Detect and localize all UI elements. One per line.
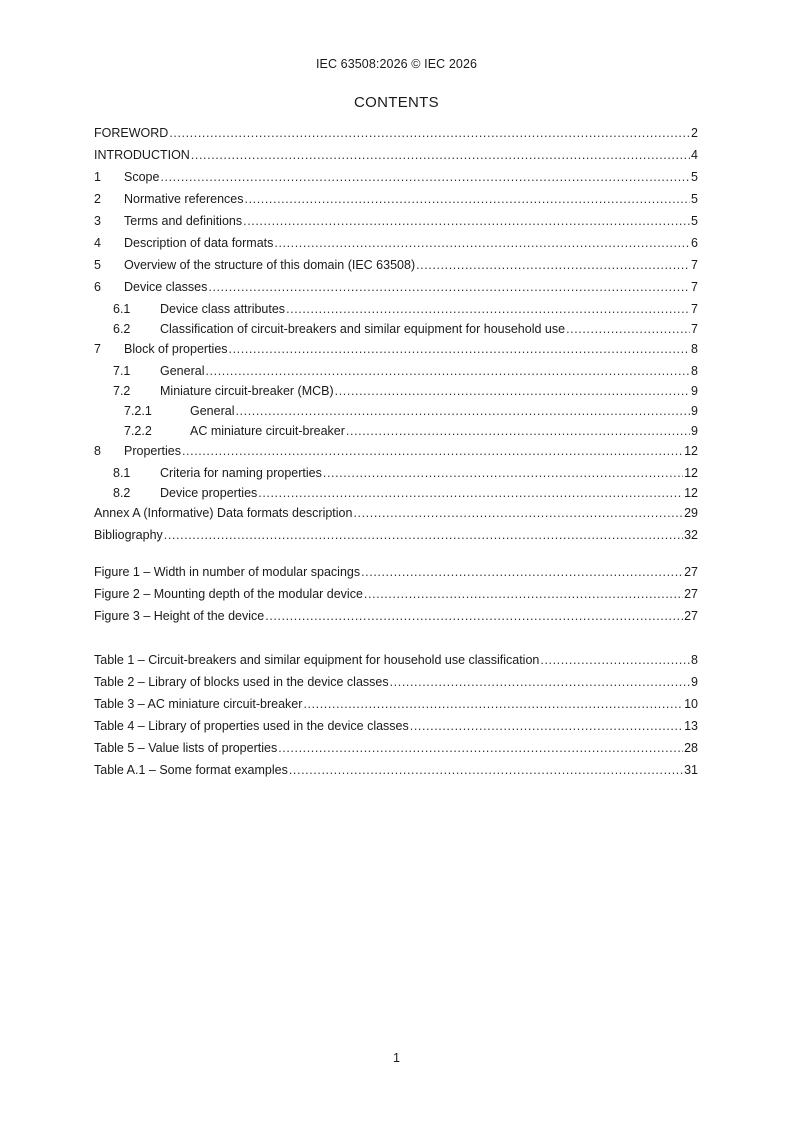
toc-entry-number: 7.2.1 [124, 404, 152, 418]
dot-leader [335, 384, 690, 398]
dot-leader [205, 364, 690, 378]
dot-leader [191, 148, 690, 162]
toc-entry[interactable] [94, 302, 698, 322]
toc-entry-page: 32 [684, 528, 698, 542]
toc-entry-number: 7.1 [113, 364, 131, 378]
toc-entry[interactable] [94, 364, 698, 384]
dot-leader [346, 424, 690, 438]
toc-entry[interactable] [94, 506, 698, 528]
toc-entry-page: 7 [691, 280, 698, 294]
dot-leader [361, 565, 683, 579]
dot-leader [416, 258, 690, 272]
toc-entry-page: 4 [691, 148, 698, 162]
toc-entry-label: INTRODUCTION [94, 148, 190, 162]
dot-leader [566, 322, 690, 336]
toc-entry-label: General [160, 364, 205, 378]
dot-leader [208, 280, 690, 294]
dot-leader [278, 741, 683, 755]
toc-entry[interactable] [94, 697, 698, 719]
toc-entry[interactable] [94, 404, 698, 424]
toc-entry[interactable] [94, 126, 698, 148]
dot-leader [265, 609, 683, 623]
toc-entry-label: Bibliography [94, 528, 163, 542]
toc-entry-page: 13 [684, 719, 698, 733]
dot-leader [274, 236, 690, 250]
toc-entry[interactable] [94, 486, 698, 506]
toc-entry-number: 8 [94, 444, 101, 458]
toc-entry[interactable] [94, 675, 698, 697]
dot-leader [323, 466, 683, 480]
toc-entry-label: Table 5 – Value lists of properties [94, 741, 278, 755]
toc-entry-label: Classification of circuit-breakers and similar equipment for household use [160, 322, 566, 336]
toc-entry-number: 6.2 [113, 322, 131, 336]
toc-entry[interactable] [94, 587, 698, 609]
toc-entry-number: 7.2 [113, 384, 131, 398]
toc-entry-number: 2 [94, 192, 101, 206]
toc-entry-label: Table 4 – Library of properties used in the device classes [94, 719, 409, 733]
toc-entry-page: 5 [691, 214, 698, 228]
toc-entry-page: 6 [691, 236, 698, 250]
toc-entry-page: 7 [691, 258, 698, 272]
toc-entry-page: 8 [691, 364, 698, 378]
toc-entry-page: 9 [691, 675, 698, 689]
dot-leader [229, 342, 691, 356]
toc-entry[interactable] [94, 741, 698, 763]
toc-entry-page: 8 [691, 342, 698, 356]
toc-entry[interactable] [94, 466, 698, 486]
toc-entry-page: 31 [684, 763, 698, 777]
toc-entry-number: 6.1 [113, 302, 131, 316]
toc-entry-label: Description of data formats [124, 236, 274, 250]
toc-figures [94, 565, 698, 631]
toc-entry-page: 27 [684, 565, 698, 579]
toc-entry-label: Normative references [124, 192, 244, 206]
dot-leader [164, 528, 683, 542]
toc-entry[interactable] [94, 192, 698, 214]
toc-entry-page: 9 [691, 384, 698, 398]
dot-leader [540, 653, 690, 667]
toc-entry[interactable] [94, 565, 698, 587]
toc-entry[interactable] [94, 258, 698, 280]
dot-leader [169, 126, 690, 140]
toc-entry-page: 9 [691, 404, 698, 418]
toc-entry-label: Table 1 – Circuit-breakers and similar equipment for household use classification [94, 653, 540, 667]
dot-leader [303, 697, 683, 711]
toc-entry-page: 7 [691, 302, 698, 316]
dot-leader [245, 192, 691, 206]
toc-entry-page: 12 [684, 444, 698, 458]
toc-entry-page: 2 [691, 126, 698, 140]
toc-entry[interactable] [94, 322, 698, 342]
toc-entry-label: Block of properties [124, 342, 228, 356]
dot-leader [390, 675, 690, 689]
toc-entry[interactable] [94, 719, 698, 741]
toc-tables [94, 653, 698, 785]
toc-entry-page: 12 [684, 486, 698, 500]
toc-entry-label: Properties [124, 444, 181, 458]
dot-leader [286, 302, 690, 316]
toc-entry-label: Device classes [124, 280, 208, 294]
toc-sections [94, 126, 698, 550]
toc-entry-label: Scope [124, 170, 160, 184]
toc-entry[interactable] [94, 424, 698, 444]
dot-leader [364, 587, 683, 601]
toc-entry-number: 8.1 [113, 466, 131, 480]
toc-entry-label: Criteria for naming properties [160, 466, 322, 480]
toc-entry[interactable] [94, 653, 698, 675]
toc-entry-number: 6 [94, 280, 101, 294]
toc-entry-number: 5 [94, 258, 101, 272]
toc-entry-label: FOREWORD [94, 126, 169, 140]
dot-leader [258, 486, 683, 500]
toc-entry[interactable] [94, 384, 698, 404]
toc-entry[interactable] [94, 148, 698, 170]
toc-entry-label: Table 2 – Library of blocks used in the device classes [94, 675, 389, 689]
toc-entry[interactable] [94, 763, 698, 785]
toc-entry-page: 10 [684, 697, 698, 711]
dot-leader [160, 170, 690, 184]
toc-entry[interactable] [94, 236, 698, 258]
toc-entry-page: 27 [684, 587, 698, 601]
toc-entry-number: 8.2 [113, 486, 131, 500]
toc-entry-page: 9 [691, 424, 698, 438]
toc-entry[interactable] [94, 528, 698, 550]
document-header: IEC 63508:2026 © IEC 2026 [315, 57, 478, 71]
toc-entry-label: Device class attributes [160, 302, 286, 316]
toc-entry-page: 5 [691, 192, 698, 206]
toc-entry-label: Terms and definitions [124, 214, 243, 228]
page-number: 1 [393, 1051, 400, 1065]
toc-entry-label: Overview of the structure of this domain (IEC 63508) [124, 258, 416, 272]
toc-entry-number: 3 [94, 214, 101, 228]
dot-leader [410, 719, 683, 733]
toc-entry[interactable] [94, 342, 698, 364]
toc-entry-label: AC miniature circuit-breaker [190, 424, 345, 438]
dot-leader [243, 214, 690, 228]
toc-entry[interactable] [94, 444, 698, 466]
toc-entry-label: Annex A (Informative) Data formats description [94, 506, 353, 520]
toc-entry-label: Figure 2 – Mounting depth of the modular device [94, 587, 363, 601]
toc-entry-number: 1 [94, 170, 101, 184]
dot-leader [353, 506, 683, 520]
toc-entry-page: 27 [684, 609, 698, 623]
toc-entry-label: Table 3 – AC miniature circuit-breaker [94, 697, 303, 711]
toc-entry[interactable] [94, 280, 698, 302]
toc-entry[interactable] [94, 609, 698, 631]
toc-entry-page: 5 [691, 170, 698, 184]
toc-entry-page: 29 [684, 506, 698, 520]
toc-entry[interactable] [94, 170, 698, 192]
toc-entry-label: Figure 1 – Width in number of modular spacings [94, 565, 361, 579]
toc-entry-page: 8 [691, 653, 698, 667]
toc-entry-label: Device properties [160, 486, 258, 500]
toc-entry-label: General [190, 404, 235, 418]
toc-entry-number: 7.2.2 [124, 424, 152, 438]
toc-entry-page: 7 [691, 322, 698, 336]
toc-entry-page: 28 [684, 741, 698, 755]
toc-entry-number: 4 [94, 236, 101, 250]
dot-leader [182, 444, 683, 458]
toc-entry-label: Table A.1 – Some format examples [94, 763, 288, 777]
toc-entry-label: Figure 3 – Height of the device [94, 609, 265, 623]
dot-leader [235, 404, 690, 418]
toc-entry-number: 7 [94, 342, 101, 356]
toc-entry[interactable] [94, 214, 698, 236]
dot-leader [289, 763, 683, 777]
contents-title: CONTENTS [354, 94, 439, 111]
toc-entry-label: Miniature circuit-breaker (MCB) [160, 384, 334, 398]
toc-entry-page: 12 [684, 466, 698, 480]
